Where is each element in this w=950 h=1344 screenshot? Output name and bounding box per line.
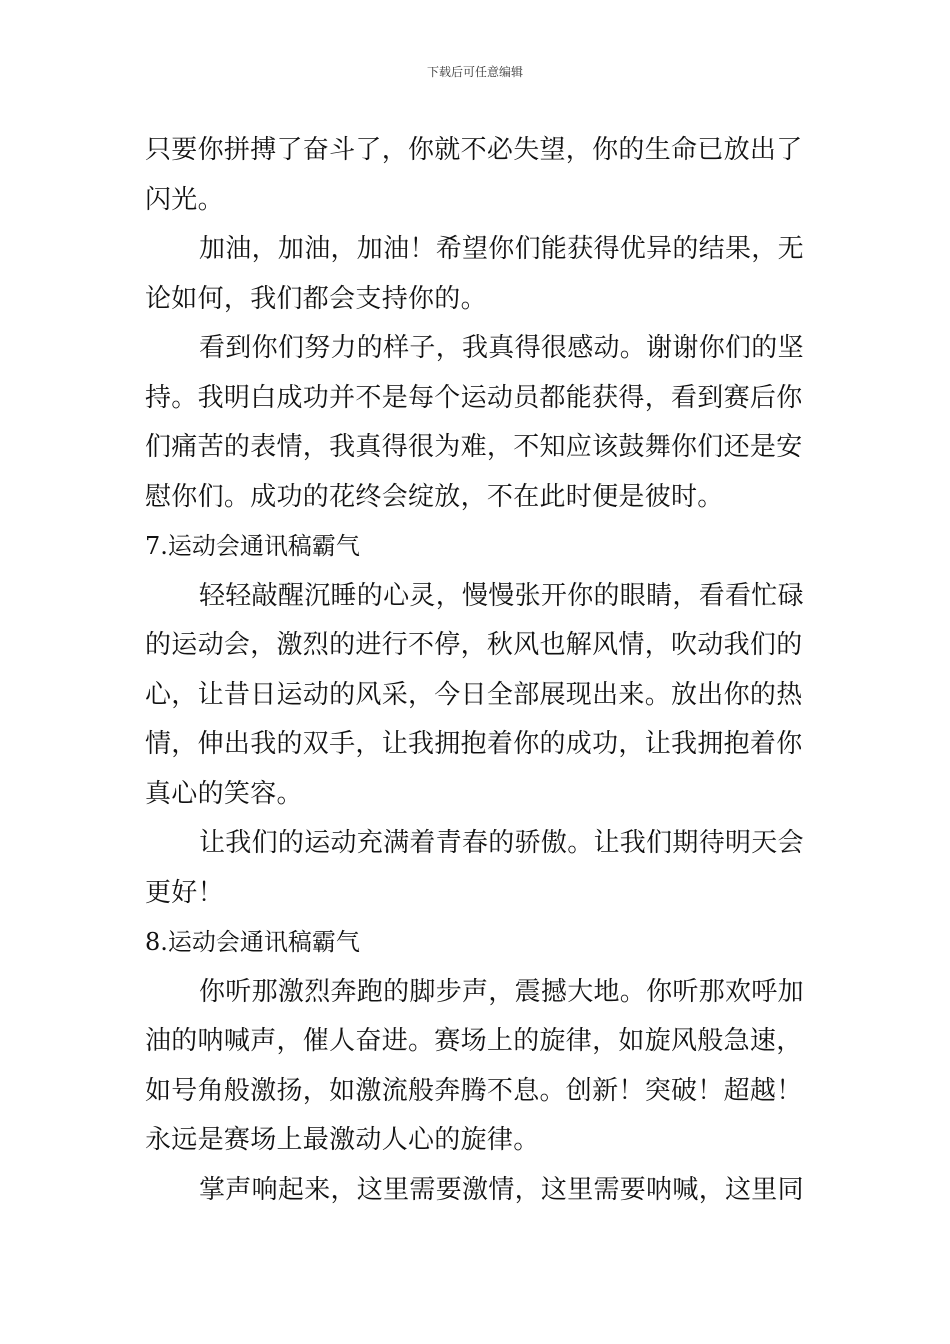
text-line: 你听那激烈奔跑的脚步声，震撼大地。你听那欢呼加 xyxy=(199,976,804,1007)
section-heading: 8.运动会通讯稿霸气 xyxy=(145,928,360,956)
text-line: 真心的笑容。 xyxy=(145,778,303,809)
text-line: 情，伸出我的双手，让我拥抱着你的成功，让我拥抱着你 xyxy=(145,729,803,759)
text-line: 如号角般激扬，如激流般奔腾不息。创新！突破！超越！ xyxy=(145,1075,803,1106)
text-line: 油的呐喊声，催人奋进。赛场上的旋律，如旋风般急速， xyxy=(145,1026,803,1056)
text-line: 闪光。 xyxy=(145,184,224,215)
text-line: 持。我明白成功并不是每个运动员都能获得，看到赛后你 xyxy=(145,382,803,413)
text-line: 论如何，我们都会支持你的。 xyxy=(145,283,487,314)
text-line: 加油，加油，加油！希望你们能获得优异的结果，无 xyxy=(199,234,804,264)
text-line: 永远是赛场上最激动人心的旋律。 xyxy=(145,1125,540,1155)
text-line: 看到你们努力的样子，我真得很感动。谢谢你们的坚 xyxy=(199,333,804,363)
text-line: 慰你们。成功的花终会绽放，不在此时便是彼时。 xyxy=(145,481,724,512)
section-heading: 7.运动会通讯稿霸气 xyxy=(145,532,360,560)
text-line: 更好！ xyxy=(145,877,224,908)
text-line: 的运动会，激烈的进行不停，秋风也解风情，吹动我们的 xyxy=(145,630,803,660)
text-line: 心，让昔日运动的风采，今日全部展现出来。放出你的热 xyxy=(145,679,803,710)
text-line: 轻轻敲醒沉睡的心灵，慢慢张开你的眼睛，看看忙碌 xyxy=(199,580,804,611)
text-line: 让我们的运动充满着青春的骄傲。让我们期待明天会 xyxy=(199,828,804,858)
text-line: 掌声响起来，这里需要激情，这里需要呐喊，这里同 xyxy=(199,1174,804,1205)
text-line: 们痛苦的表情，我真得很为难，不知应该鼓舞你们还是安 xyxy=(145,432,803,462)
text-line: 只要你拼搏了奋斗了，你就不必失望，你的生命已放出了 xyxy=(145,135,803,165)
page-header: 下载后可任意编辑 xyxy=(426,65,523,79)
body-text xyxy=(145,126,810,1215)
